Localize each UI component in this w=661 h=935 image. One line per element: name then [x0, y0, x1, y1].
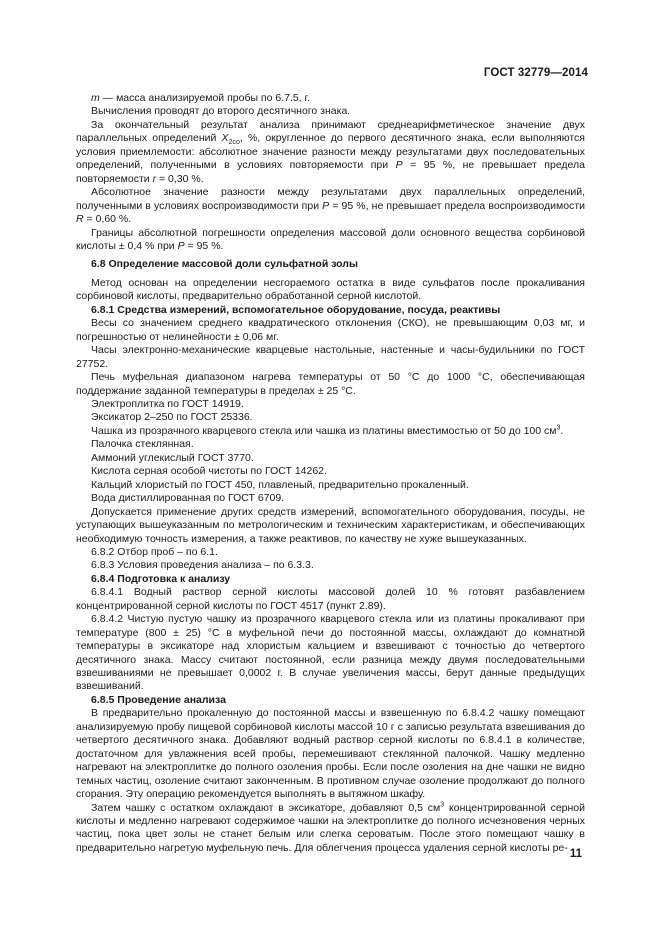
section-heading-6-8-1: 6.8.1 Средства измерений, вспомогательное оборудование, посуда, реактивы: [91, 303, 501, 316]
item-acid: Кислота серная особой чистоты по ГОСТ 14262.: [91, 465, 327, 478]
item-stove: Электроплитка по ГОСТ 14919.: [91, 397, 244, 410]
symbol-p-2: P: [322, 199, 330, 212]
paragraph-6-8-4-2: 6.8.4.2 Чистую пустую чашку из прозрачного кварцевого стекла или из платины прокаливают при температуре (800 ± 25) °С в муфельной печи до постоянной массы, охлаждают до комнатной температуры в эксикаторе над хлористым кальцием и взвешивают с точностью до четвертого десятичного знака. Массу считают постоянной, если разница между двумя последовательными взвешиваниями не превышает 0,0002 г. В случае увеличения массы, берут данные предыдущих взвешиваний.: [76, 613, 585, 693]
bounds-text: Границы абсолютной погрешности определения массовой доли основного вещества сорбиновой кислоты ± 0,4 % при: [76, 226, 585, 252]
paragraph-error-bounds: [76, 227, 585, 254]
paragraph-procedure-1: В предварительно прокаленную до постоянной массы и взвешенную по 6.8.4.2 чашку помещают анализируемую пробу пищевой сорбиновой кислоты массой 10 г с записью результата взвешивания до четвертого десятичного знака. Добавляют водный раствор серной кислоты по 6.8.4.1 в количестве, достаточном для увлажнения всей пробы, перемешивают стеклянной палочкой. Чашку медленно нагревают на электроплитке до полного озоления пробы. Если после озоления на дне чашки не видно темных частиц, озоление считают законченным. В противном случае озоление продолжают до полного сгорания. Эту операцию рекомендуется выполнять в вытяжном шкафу.: [76, 707, 585, 801]
section-heading-6-8-4: 6.8.4 Подготовка к анализу: [91, 572, 231, 585]
item-calcium: Кальций хлористый по ГОСТ 450, плавленый, предварительно прокаленный.: [91, 478, 469, 491]
symbol-big-r: R: [76, 213, 84, 226]
item-furnace: Печь муфельная диапазоном нагрева температуры от 50 °С до 1000 °С, обеспечивающая поддержание заданной температуры в пределах ± 25 °С.: [76, 371, 585, 397]
paragraph-method: Метод основан на определении несгораемого остатка в виде сульфатов после прокаливания сорбиновой кислоты, предварительно обработанной серной кислотой.: [76, 276, 585, 303]
paragraph-m-definition: [76, 92, 585, 105]
symbol-x-subscript: 2со: [228, 139, 240, 147]
section-6-8-3: 6.8.3 Условия проведения анализа – по 6.3.3.: [91, 559, 314, 572]
final-text-b: , %, округленное до первого десятичного знака, если выполняются условия приемлемости: абсолютное значение разности между результатами двух последовательных определений, полученными в условиях повторяемости при: [76, 132, 585, 172]
paragraph-6-8-4-1: 6.8.4.1 Водный раствор серной кислоты массовой долей 10 % готовят разбавлением концентрированной серной кислоты по ГОСТ 4517 (пункт 2.89).: [76, 586, 585, 612]
m-definition-text: — масса анализируемой пробы по 6.7.5, г.: [102, 92, 311, 104]
repro-text-a: Абсолютное значение разности между результатами двух параллельных определений, полученными в условиях воспроизводимости при: [76, 186, 585, 212]
cup-superscript: 3: [556, 424, 561, 432]
procedure-2-text-a: Затем чашку с остатком охлаждают в эксикаторе, добавляют 0,5 см: [91, 801, 441, 814]
final-text-d: = 0,30 %.: [158, 172, 204, 185]
cup-text: Чашка из прозрачного кварцевого стекла или чашка из платины вместимостью от 50 до 100 см: [91, 424, 557, 437]
paragraph-allowed: Допускается применение других средств измерений, вспомогательного оборудования, посуды, не уступающих вышеуказанным по метрологическим и техническим характеристикам, и обеспечивающих необходимую точность измерения, а также реактивов, по качеству не хуже вышеуказанных.: [76, 505, 585, 545]
item-ammonium: Аммоний углекислый ГОСТ 3770.: [91, 451, 254, 464]
final-text-c: = 95 %, не превышает предела повторяемости: [76, 159, 586, 185]
item-clock: Часы электронно-механические кварцевые настольные, настенные и часы-будильники по ГОСТ 27752.: [76, 344, 585, 370]
section-heading-6-8-5: 6.8.5 Проведение анализа: [91, 693, 226, 706]
item-water: Вода дистиллированная по ГОСТ 6709.: [91, 492, 285, 505]
procedure-2-superscript: 3: [440, 801, 445, 809]
symbol-r: r: [152, 172, 157, 185]
final-text-a: За окончательный результат анализа принимают среднеарифметическое значение двух параллельных определений: [76, 118, 585, 145]
symbol-x: X: [221, 132, 229, 145]
bounds-text-b: = 95 %.: [187, 239, 224, 252]
paragraph-reproducibility: [76, 186, 585, 226]
item-desiccator: Эксикатор 2–250 по ГОСТ 25336.: [91, 411, 253, 424]
page-number: 11: [569, 848, 582, 860]
item-scales: Весы со значением среднего квадратического отклонения (СКО), не превышающим 0,03 мг, и погрешностью от нелинейности ± 0,06 мг.: [76, 317, 585, 343]
procedure-2-text-b: концентрированной серной кислоты и медленно нагревают содержимое чашки на электроплитке до полного исчезновения черных частиц, пока цвет золы не станет белым или слегка сероватым. После этого помещают чашку в предварительно нагретую муфельную печь. Для облегчения процесса удаления серной кислоты ре-: [76, 801, 585, 854]
symbol-m: m: [91, 92, 100, 104]
repro-text-b: = 95 %, не превышает предела воспроизводимости: [332, 199, 585, 212]
symbol-p-3: P: [177, 239, 185, 252]
section-6-8-2: 6.8.2 Отбор проб – по 6.1.: [91, 545, 218, 558]
item-rod: Палочка стеклянная.: [91, 438, 194, 451]
paragraph-rounding: Вычисления проводят до второго десятичного знака.: [91, 105, 351, 118]
symbol-p: P: [395, 159, 403, 172]
item-cup: [76, 425, 585, 438]
repro-text-c: = 0,60 %.: [86, 213, 132, 226]
cup-text-end: .: [560, 424, 564, 437]
standard-header: ГОСТ 32779—2014: [483, 67, 588, 79]
section-heading-6-8: 6.8 Определение массовой доли сульфатной золы: [91, 258, 358, 271]
paragraph-procedure-2: [76, 802, 585, 856]
document-body: [76, 92, 585, 855]
paragraph-final-result: [76, 119, 585, 186]
